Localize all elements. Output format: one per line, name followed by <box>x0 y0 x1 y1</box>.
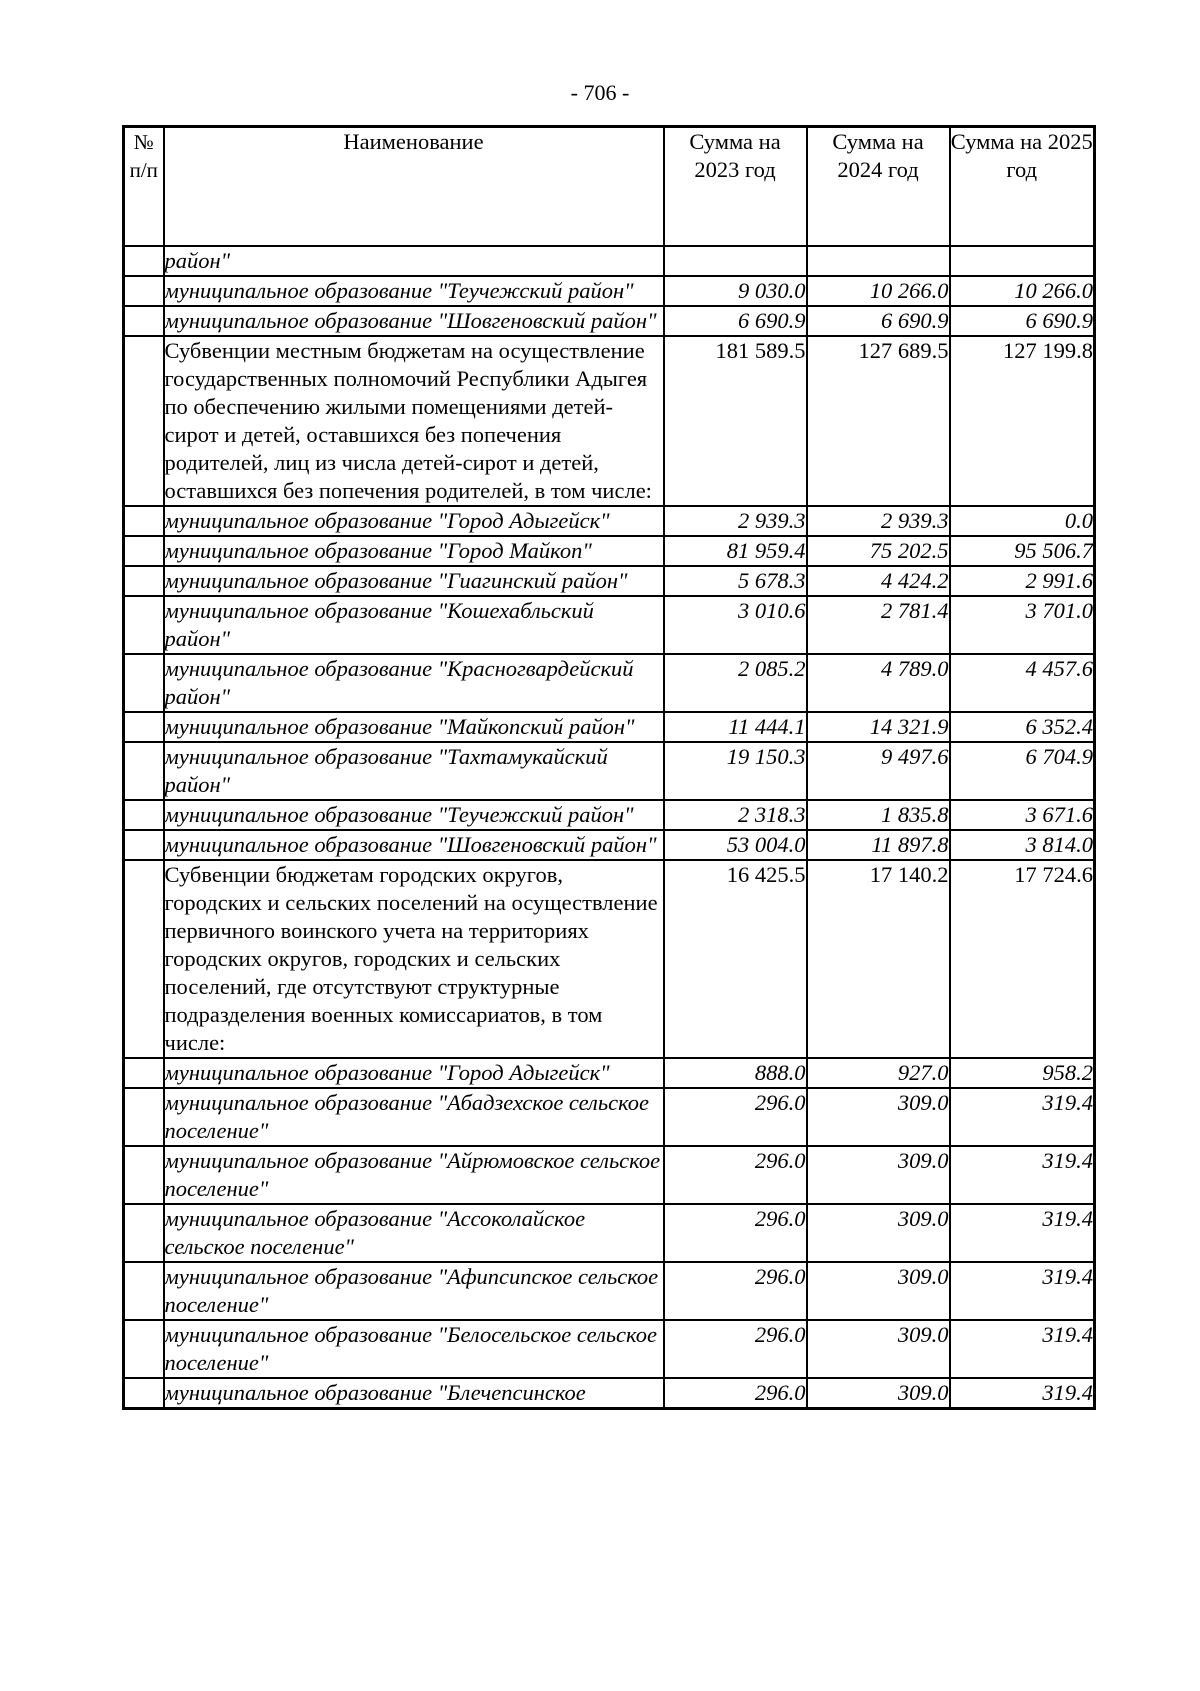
row-number <box>124 306 164 336</box>
row-sum-2025: 6 704.9 <box>950 742 1095 800</box>
row-name: муниципальное образование "Белосельское сельское поселение" <box>164 1320 664 1378</box>
row-sum-2025: 319.4 <box>950 1320 1095 1378</box>
table-row <box>124 1088 1095 1146</box>
row-name: муниципальное образование "Ассоколайское сельское поселение" <box>164 1204 664 1262</box>
row-sum-2025: 95 506.7 <box>950 536 1095 566</box>
row-number <box>124 712 164 742</box>
page-number: - 706 - <box>570 80 630 105</box>
row-sum-2023: 296.0 <box>664 1088 807 1146</box>
row-sum-2024: 1 835.8 <box>807 800 950 830</box>
row-sum-2024 <box>807 246 950 276</box>
row-sum-2024: 309.0 <box>807 1320 950 1378</box>
row-sum-2025: 6 352.4 <box>950 712 1095 742</box>
row-sum-2023: 11 444.1 <box>664 712 807 742</box>
table-row <box>124 1262 1095 1320</box>
row-sum-2023: 16 425.5 <box>664 860 807 1058</box>
table-row <box>124 336 1095 506</box>
table-row <box>124 860 1095 1058</box>
row-sum-2023: 5 678.3 <box>664 566 807 596</box>
row-sum-2025: 319.4 <box>950 1378 1095 1409</box>
row-name: район" <box>164 246 664 276</box>
row-sum-2024: 2 939.3 <box>807 506 950 536</box>
row-sum-2023: 3 010.6 <box>664 596 807 654</box>
row-number <box>124 536 164 566</box>
header-sum-2023: Сумма на 2023 год <box>664 127 807 247</box>
row-number <box>124 1058 164 1088</box>
row-sum-2023: 6 690.9 <box>664 306 807 336</box>
table-row <box>124 306 1095 336</box>
row-sum-2025: 319.4 <box>950 1262 1095 1320</box>
row-sum-2023: 888.0 <box>664 1058 807 1088</box>
row-name: муниципальное образование "Гиагинский район" <box>164 566 664 596</box>
row-sum-2023: 2 318.3 <box>664 800 807 830</box>
row-sum-2024: 309.0 <box>807 1146 950 1204</box>
row-sum-2024: 309.0 <box>807 1088 950 1146</box>
row-sum-2023: 296.0 <box>664 1378 807 1409</box>
row-sum-2024: 309.0 <box>807 1378 950 1409</box>
row-sum-2024: 75 202.5 <box>807 536 950 566</box>
row-sum-2023: 296.0 <box>664 1262 807 1320</box>
row-name: муниципальное образование "Теучежский район" <box>164 800 664 830</box>
row-name: Субвенции бюджетам городских округов, городских и сельских поселений на осуществление первичного воинского учета на территориях городских округов, городских и сельских поселений, где отсутствуют структурные подразделения военных комиссариатов, в том числе: <box>164 860 664 1058</box>
table-row <box>124 566 1095 596</box>
row-sum-2024: 4 789.0 <box>807 654 950 712</box>
row-name: муниципальное образование "Город Адыгейск" <box>164 506 664 536</box>
row-name: муниципальное образование "Город Майкоп" <box>164 536 664 566</box>
table-row <box>124 596 1095 654</box>
row-name: муниципальное образование "Абадзехское сельское поселение" <box>164 1088 664 1146</box>
row-sum-2025: 319.4 <box>950 1146 1095 1204</box>
row-sum-2024: 4 424.2 <box>807 566 950 596</box>
row-sum-2024: 9 497.6 <box>807 742 950 800</box>
table-row <box>124 830 1095 860</box>
header-sum-2025: Сумма на 2025 год <box>950 127 1095 247</box>
header-sum-2024: Сумма на 2024 год <box>807 127 950 247</box>
row-number <box>124 830 164 860</box>
row-number <box>124 276 164 306</box>
row-number <box>124 336 164 506</box>
row-sum-2023: 81 959.4 <box>664 536 807 566</box>
row-name: Субвенции местным бюджетам на осуществление государственных полномочий Республики Адыгея по обеспечению жилыми помещениями детей-сирот и детей, оставшихся без попечения родителей, лиц из числа детей-сирот и детей, оставшихся без попечения родителей, в том числе: <box>164 336 664 506</box>
row-sum-2024: 10 266.0 <box>807 276 950 306</box>
table-row <box>124 742 1095 800</box>
table-row <box>124 654 1095 712</box>
row-sum-2025 <box>950 246 1095 276</box>
row-number <box>124 1204 164 1262</box>
table-body <box>124 246 1095 1409</box>
row-sum-2024: 6 690.9 <box>807 306 950 336</box>
row-number <box>124 1088 164 1146</box>
row-sum-2025: 3 701.0 <box>950 596 1095 654</box>
table-row <box>124 506 1095 536</box>
row-number <box>124 1262 164 1320</box>
table-row <box>124 1378 1095 1409</box>
row-sum-2024: 11 897.8 <box>807 830 950 860</box>
row-number <box>124 596 164 654</box>
row-name: муниципальное образование "Кошехабльский район" <box>164 596 664 654</box>
row-name: муниципальное образование "Город Адыгейск" <box>164 1058 664 1088</box>
row-sum-2025: 4 457.6 <box>950 654 1095 712</box>
table-row <box>124 1058 1095 1088</box>
row-sum-2023: 296.0 <box>664 1204 807 1262</box>
table-row <box>124 246 1095 276</box>
row-sum-2025: 17 724.6 <box>950 860 1095 1058</box>
row-sum-2024: 127 689.5 <box>807 336 950 506</box>
row-sum-2025: 10 266.0 <box>950 276 1095 306</box>
row-sum-2025: 2 991.6 <box>950 566 1095 596</box>
table-row <box>124 1146 1095 1204</box>
row-sum-2025: 958.2 <box>950 1058 1095 1088</box>
row-sum-2023: 19 150.3 <box>664 742 807 800</box>
row-sum-2024: 2 781.4 <box>807 596 950 654</box>
row-name: муниципальное образование "Тахтамукайский район" <box>164 742 664 800</box>
row-name: муниципальное образование "Теучежский район" <box>164 276 664 306</box>
row-number <box>124 246 164 276</box>
row-sum-2024: 17 140.2 <box>807 860 950 1058</box>
row-number <box>124 800 164 830</box>
row-sum-2023: 181 589.5 <box>664 336 807 506</box>
row-number <box>124 566 164 596</box>
row-sum-2025: 0.0 <box>950 506 1095 536</box>
row-number <box>124 1146 164 1204</box>
row-sum-2025: 6 690.9 <box>950 306 1095 336</box>
row-sum-2023: 53 004.0 <box>664 830 807 860</box>
row-number <box>124 1378 164 1409</box>
table-row <box>124 1204 1095 1262</box>
header-name: Наименование <box>164 127 664 247</box>
table-row <box>124 800 1095 830</box>
row-sum-2023: 2 085.2 <box>664 654 807 712</box>
row-sum-2023: 296.0 <box>664 1320 807 1378</box>
header-number: № п/п <box>124 127 164 247</box>
row-number <box>124 860 164 1058</box>
row-name: муниципальное образование "Афипсипское сельское поселение" <box>164 1262 664 1320</box>
row-name: муниципальное образование "Шовгеновский район" <box>164 830 664 860</box>
table-row <box>124 712 1095 742</box>
row-number <box>124 506 164 536</box>
row-name: муниципальное образование "Красногвардейский район" <box>164 654 664 712</box>
row-name: муниципальное образование "Блечепсинское <box>164 1378 664 1409</box>
table-row <box>124 536 1095 566</box>
row-sum-2024: 309.0 <box>807 1204 950 1262</box>
table-header-row <box>124 127 1095 247</box>
row-sum-2024: 14 321.9 <box>807 712 950 742</box>
row-number <box>124 1320 164 1378</box>
table-row <box>124 276 1095 306</box>
row-number <box>124 654 164 712</box>
row-sum-2023: 2 939.3 <box>664 506 807 536</box>
row-sum-2025: 3 814.0 <box>950 830 1095 860</box>
row-number <box>124 742 164 800</box>
row-sum-2025: 319.4 <box>950 1088 1095 1146</box>
row-sum-2025: 3 671.6 <box>950 800 1095 830</box>
table-row <box>124 1320 1095 1378</box>
row-sum-2024: 927.0 <box>807 1058 950 1088</box>
budget-table <box>122 125 1096 1410</box>
row-sum-2023: 9 030.0 <box>664 276 807 306</box>
row-name: муниципальное образование "Айрюмовское сельское поселение" <box>164 1146 664 1204</box>
row-name: муниципальное образование "Шовгеновский район" <box>164 306 664 336</box>
row-sum-2023 <box>664 246 807 276</box>
row-sum-2025: 319.4 <box>950 1204 1095 1262</box>
row-sum-2024: 309.0 <box>807 1262 950 1320</box>
row-sum-2025: 127 199.8 <box>950 336 1095 506</box>
row-name: муниципальное образование "Майкопский район" <box>164 712 664 742</box>
row-sum-2023: 296.0 <box>664 1146 807 1204</box>
